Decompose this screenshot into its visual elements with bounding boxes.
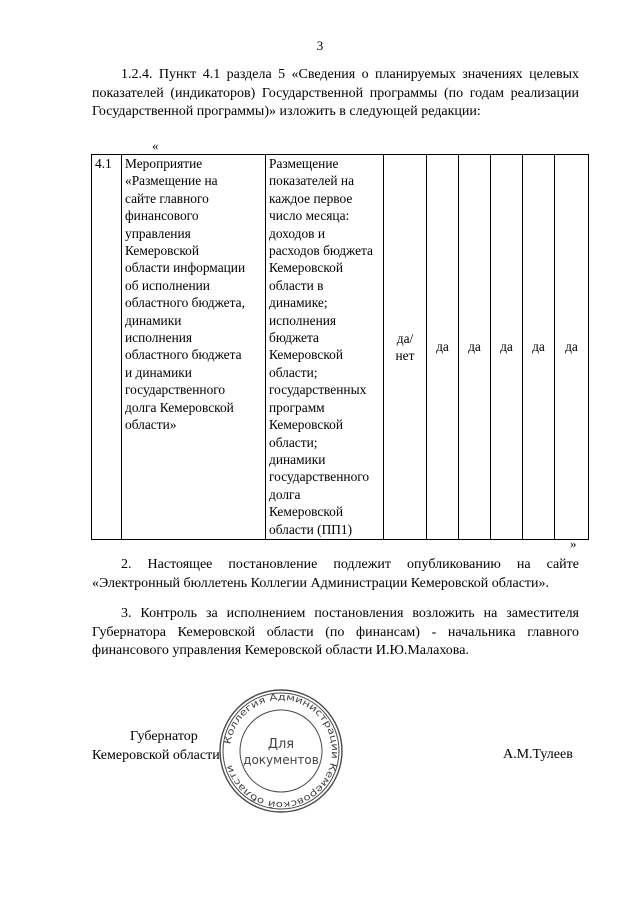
signature-position xyxy=(92,728,220,765)
intro-paragraph xyxy=(92,66,579,122)
unit-cell: да/ нет xyxy=(384,155,427,540)
indicator-table xyxy=(91,154,589,540)
paragraph-2-text: 2. Настоящее постановление подлежит опубликованию на сайте «Электронный бюллетень Коллегии Администрации Кемеровской области». xyxy=(92,557,579,591)
signatory-name: А.М.Тулеев xyxy=(503,747,573,762)
quote-open: « xyxy=(152,138,159,153)
stamp-ring-text: Коллегия Администрации Кемеровской области xyxy=(222,691,341,811)
value-cell-2: да xyxy=(459,155,491,540)
value-cell-4: да xyxy=(523,155,555,540)
paragraph-2 xyxy=(92,556,579,593)
row-number-cell: 4.1 xyxy=(92,155,122,540)
value-cell-3: да xyxy=(491,155,523,540)
intro-text: 1.2.4. Пункт 4.1 раздела 5 «Сведения о планируемых значениях целевых показателей (индикаторов) Государственной программы (по годам реализации Государственной программы)» изложить в следующей редакции: xyxy=(92,67,579,119)
value-cell-1: да xyxy=(427,155,459,540)
value-cell-5: да xyxy=(555,155,589,540)
position-line-1: Губернатор xyxy=(130,729,198,744)
stamp-seal xyxy=(216,688,346,814)
page-number: 3 xyxy=(316,38,324,53)
position-line-2: Кемеровской области xyxy=(92,747,220,763)
indicator-cell: Размещение показателей на каждое первое число месяца: доходов и расходов бюджета Кемеровской области в динамике; исполнения бюджета Кемеровской области; государственных программ Кемеровской области; динамики государственного долга Кемеровской области (ПП1) xyxy=(266,155,384,540)
paragraph-3-text: 3. Контроль за исполнением постановления возложить на заместителя Губернатора Кемеровской области (по финансам) - начальника главного финансового управления Кемеровской области И.Ю.Малахова. xyxy=(92,606,579,658)
quote-close: » xyxy=(570,536,577,551)
table-row xyxy=(92,155,589,540)
event-cell: Мероприятие «Размещение на сайте главного финансового управления Кемеровской области информации об исполнении областного бюджета, динамики исполнения областного бюджета и динамики государственного долга Кемеровской области» xyxy=(122,155,266,540)
stamp-center-line-2: документов xyxy=(243,753,319,767)
stamp-center-line-1: Для xyxy=(267,737,295,752)
paragraph-3 xyxy=(92,605,579,661)
